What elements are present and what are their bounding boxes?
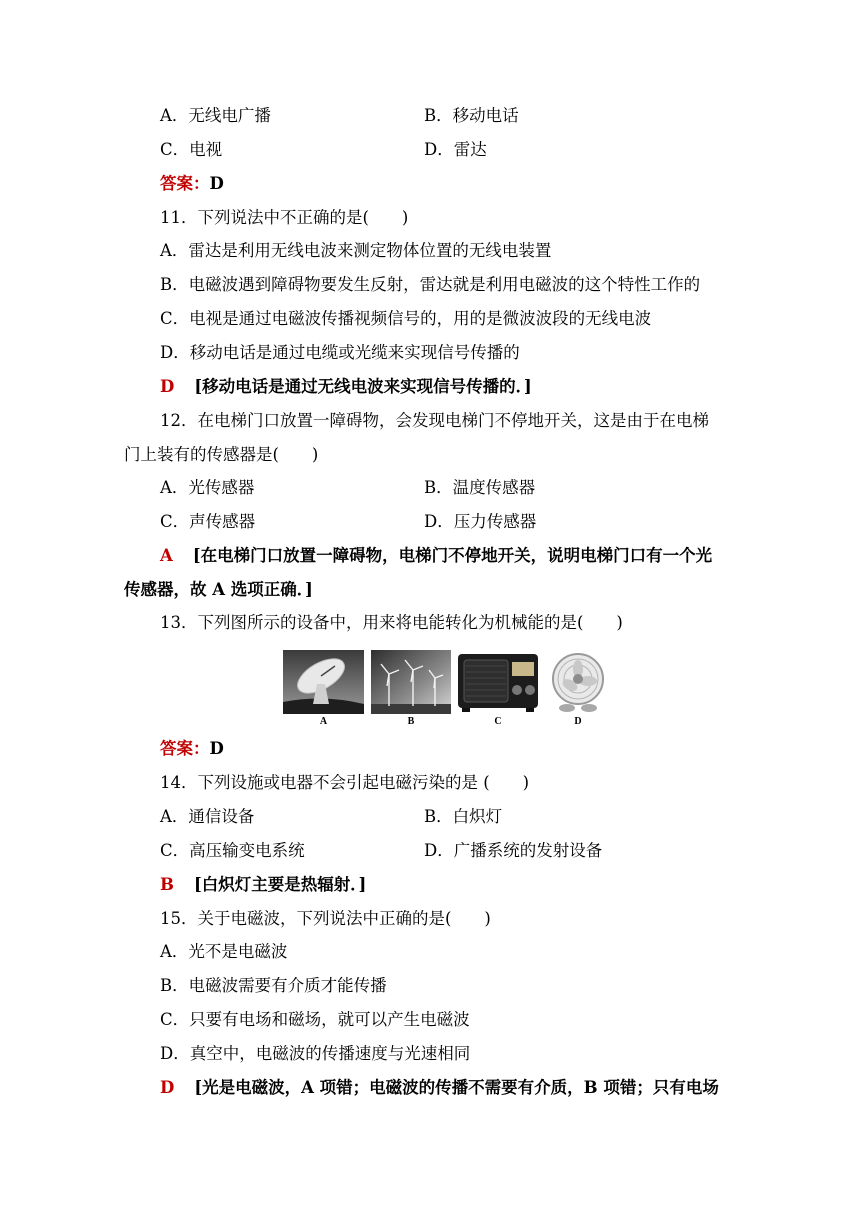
q12-explanation-line2: 传感器，故 A 选项正确．]: [124, 580, 313, 599]
q11-option-d: D．移动电话是通过电缆或光缆来实现信号传播的: [160, 343, 520, 362]
q13-stem: 13．下列图所示的设备中，用来将电能转化为机械能的是( ): [160, 613, 623, 632]
q14-option-a: A．通信设备: [160, 807, 255, 826]
q15-option-c: C．只要有电场和磁场，就可以产生电磁波: [160, 1010, 470, 1029]
q12-option-a: A．光传感器: [160, 478, 255, 497]
q13-answer: [160, 738, 224, 760]
q12-stem-line2: 门上装有的传感器是( ): [124, 445, 319, 464]
figure-label: A: [319, 716, 328, 727]
q15-option-b: B．电磁波需要有介质才能传播: [160, 976, 387, 995]
q11-option-b: B．电磁波遇到障碍物要发生反射，雷达就是利用电磁波的这个特性工作的: [160, 275, 701, 294]
answer-letter: D: [160, 377, 175, 396]
q13-figure-b: [371, 650, 451, 727]
q14-option-b: B．白炽灯: [424, 807, 503, 826]
q13-figure-c: [456, 650, 540, 727]
answer-explanation: [移动电话是通过无线电波来实现信号传播的．]: [194, 377, 532, 396]
q15-option-d: D．真空中，电磁波的传播速度与光速相同: [160, 1044, 471, 1063]
q14-option-d: D．广播系统的发射设备: [424, 841, 603, 860]
q12-option-d: D．压力传感器: [424, 512, 537, 531]
q13-figure-a: [283, 650, 364, 727]
q15-answer: [160, 1077, 719, 1099]
q11-answer: [160, 376, 532, 398]
answer-letter: D: [160, 1078, 175, 1097]
q10-option-d: D．雷达: [424, 140, 487, 159]
q11-option-c: C．电视是通过电磁波传播视频信号的，用的是微波波段的无线电波: [160, 309, 652, 328]
q15-option-a: A．光不是电磁波: [160, 942, 288, 961]
satellite-dish-image: [283, 650, 364, 714]
q12-option-c: C．声传感器: [160, 512, 256, 531]
answer-explanation: [在电梯门口放置一障碍物，电梯门不停地开关，说明电梯门口有一个光: [192, 546, 713, 565]
figure-label: C: [494, 716, 502, 727]
q13-figure-strip: [283, 650, 613, 730]
figure-label: B: [407, 716, 415, 727]
q10-answer: [160, 173, 224, 195]
q10-option-a: A．无线电广播: [160, 106, 271, 125]
answer-explanation: [白炽灯主要是热辐射．]: [193, 875, 367, 894]
answer-explanation: [光是电磁波，A 项错；电磁波的传播不需要有介质，B 项错；只有电场: [194, 1078, 719, 1097]
answer-value: D: [209, 739, 224, 758]
q11-stem: 11．下列说法中不正确的是( ): [160, 208, 409, 227]
q14-option-c: C．高压输变电系统: [160, 841, 305, 860]
figure-label: D: [574, 716, 582, 727]
q12-answer: [160, 545, 712, 567]
q12-option-b: B．温度传感器: [424, 478, 536, 497]
q10-option-c: C．电视: [160, 140, 223, 159]
q12-stem-line1: 12．在电梯门口放置一障碍物，会发现电梯门不停地开关，这是由于在电梯: [160, 411, 709, 430]
answer-label: 答案：: [160, 739, 210, 758]
q13-figure-d: [545, 650, 611, 727]
q14-stem: 14．下列设施或电器不会引起电磁污染的是 ( ): [160, 773, 530, 792]
radio-image: [456, 650, 540, 714]
answer-label: 答案：: [160, 174, 210, 193]
q14-answer: [160, 874, 366, 896]
answer-letter: B: [160, 875, 174, 894]
electric-fan-image: [545, 650, 611, 714]
q10-option-b: B．移动电话: [424, 106, 519, 125]
answer-value: D: [209, 174, 224, 193]
wind-turbine-image: [371, 650, 451, 714]
q15-stem: 15．关于电磁波，下列说法中正确的是( ): [160, 909, 491, 928]
answer-letter: A: [160, 546, 173, 565]
q11-option-a: A．雷达是利用无线电波来测定物体位置的无线电装置: [160, 241, 552, 260]
